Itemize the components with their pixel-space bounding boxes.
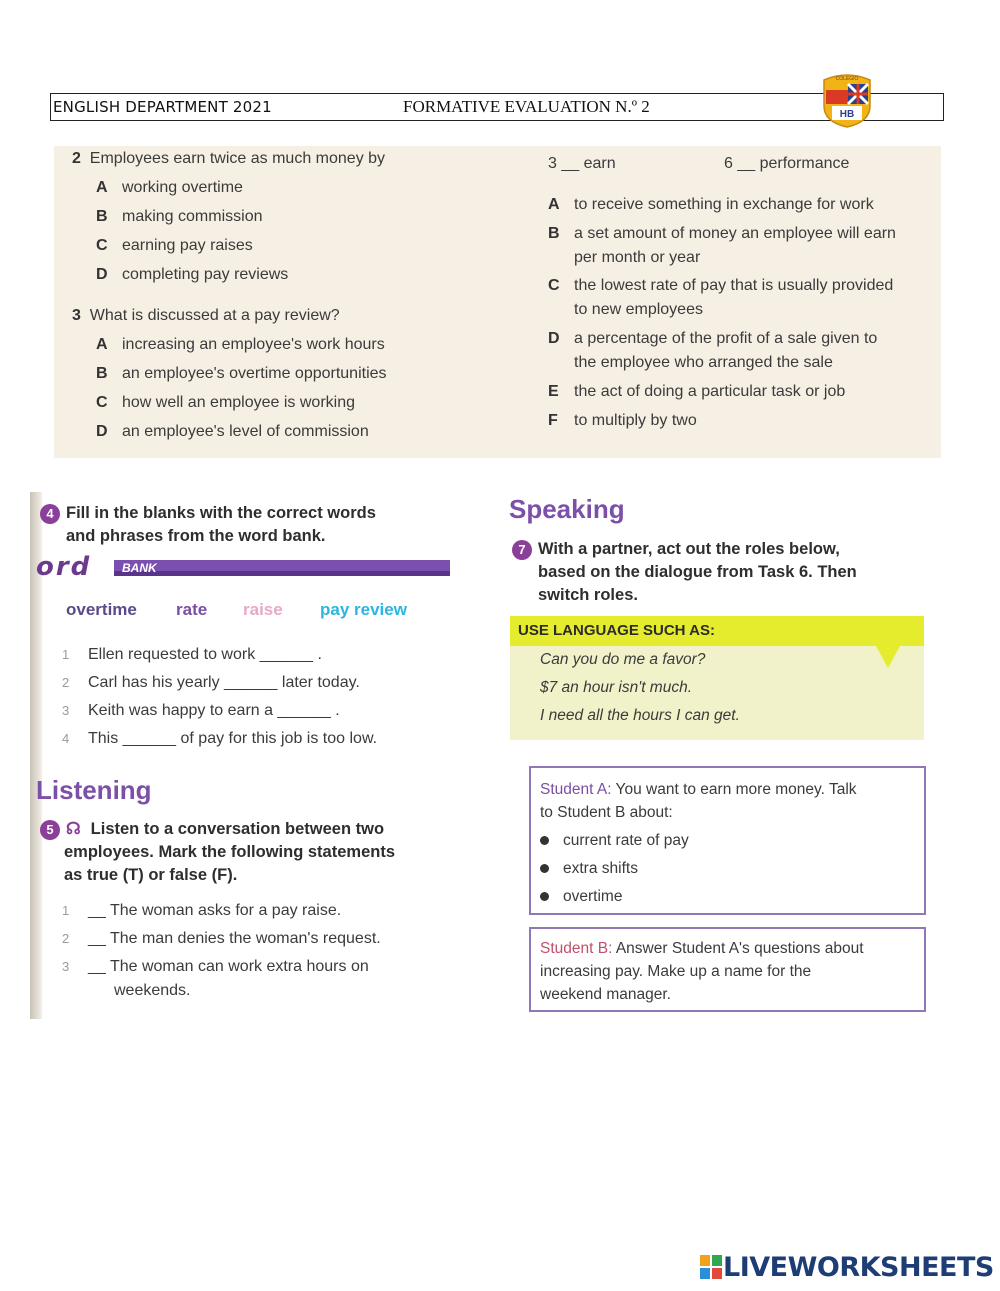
word-bank-banner — [36, 558, 450, 578]
definition-e: E the act of doing a particular task or job — [548, 383, 846, 400]
fill-item-2: 2 Carl has his yearly ______ later today. — [62, 674, 360, 691]
definition-c-cont: to new employees — [574, 301, 703, 318]
student-b-card — [529, 927, 926, 1012]
liveworksheets-brand: LIVEWORKSHEETS — [723, 1252, 994, 1283]
fill-item-3: 3 Keith was happy to earn a ______ . — [62, 702, 340, 719]
phrase-2: $7 an hour isn't much. — [540, 679, 693, 696]
headphones-icon: ☊ — [66, 820, 81, 838]
liveworksheets-logo-icon — [700, 1255, 722, 1279]
q3-option-c: C how well an employee is working — [96, 394, 355, 411]
listening-heading: Listening — [36, 775, 152, 805]
speaking-heading: Speaking — [509, 494, 625, 524]
match-item-6: 6 __ performance — [724, 155, 850, 172]
definition-d-cont: the employee who arranged the sale — [574, 354, 833, 371]
match-item-3: 3 __ earn — [548, 155, 616, 172]
task-7-badge: 7 — [512, 540, 532, 560]
logo-initials: HB — [839, 109, 855, 120]
department-label: ENGLISH DEPARTMENT 2021 — [53, 98, 272, 116]
word-bank-tag: BANK — [122, 561, 157, 575]
phrase-1: Can you do me a favor? — [540, 651, 706, 668]
q3-option-d: D an employee's level of commission — [96, 423, 369, 440]
definition-f: F to multiply by two — [548, 412, 697, 429]
definition-b-cont: per month or year — [574, 249, 701, 266]
task-5-badge: 5 — [40, 820, 60, 840]
speech-pointer-icon — [876, 646, 900, 668]
student-b-text: Student B: Answer Student A's questions about increasing pay. Make up a name for the weekend manager. — [540, 940, 864, 1003]
listen-item-3-cont: weekends. — [114, 982, 191, 999]
word-rate: rate — [176, 600, 208, 619]
student-a-card — [529, 766, 926, 915]
task-4-badge: 4 — [40, 504, 60, 524]
school-crest-logo — [820, 72, 874, 128]
word-overtime: overtime — [66, 600, 137, 619]
q3-option-b: B an employee's overtime opportunities — [96, 365, 387, 382]
student-a-bullet-3: overtime — [540, 888, 622, 906]
q2-option-a: A working overtime — [96, 179, 243, 196]
phrase-3: I need all the hours I can get. — [540, 707, 740, 724]
fill-item-1: 1 Ellen requested to work ______ . — [62, 646, 322, 663]
word-pay-review: pay review — [320, 600, 407, 619]
task-7-instructions: 7 With a partner, act out the roles below, based on the dialogue from Task 6. Then switch roles. — [512, 538, 857, 607]
question-3: 3 What is discussed at a pay review? — [72, 307, 340, 324]
task-4-instructions: 4 Fill in the blanks with the correct words and phrases from the word bank. — [40, 502, 376, 548]
task-5-instructions: 5 ☊ Listen to a conversation between two employees. Mark the following statements as true (T) or false (F). — [40, 818, 395, 887]
definition-b: B a set amount of money an employee will earn — [548, 225, 896, 242]
q2-option-c: C earning pay raises — [96, 237, 253, 254]
student-a-bullet-1: current rate of pay — [540, 832, 689, 850]
word-bank-title: ord — [36, 552, 92, 582]
use-language-title: USE LANGUAGE SUCH AS: — [518, 622, 715, 639]
listen-item-3: 3 __ The woman can work extra hours on — [62, 958, 369, 975]
fill-item-4: 4 This ______ of pay for this job is too low. — [62, 730, 378, 747]
definition-c: C the lowest rate of pay that is usually provided — [548, 277, 894, 294]
listen-item-2: 2 __ The man denies the woman's request. — [62, 930, 381, 947]
student-a-text: Student A: You want to earn more money. Talk to Student B about: — [540, 781, 857, 821]
question-2: 2 Employees earn twice as much money by — [72, 150, 386, 167]
q2-option-d: D completing pay reviews — [96, 266, 289, 283]
word-raise: raise — [243, 600, 283, 619]
q2-option-b: B making commission — [96, 208, 263, 225]
logo-arc-text: COLEGIO — [835, 76, 859, 82]
student-a-bullet-2: extra shifts — [540, 860, 638, 878]
definition-d: D a percentage of the profit of a sale given to — [548, 330, 878, 347]
header-bar — [50, 93, 944, 121]
evaluation-title: FORMATIVE EVALUATION N.º 2 — [403, 97, 650, 116]
definition-a: A to receive something in exchange for work — [548, 196, 874, 213]
listen-item-1: 1 __ The woman asks for a pay raise. — [62, 902, 342, 919]
q3-option-a: A increasing an employee's work hours — [96, 336, 385, 353]
